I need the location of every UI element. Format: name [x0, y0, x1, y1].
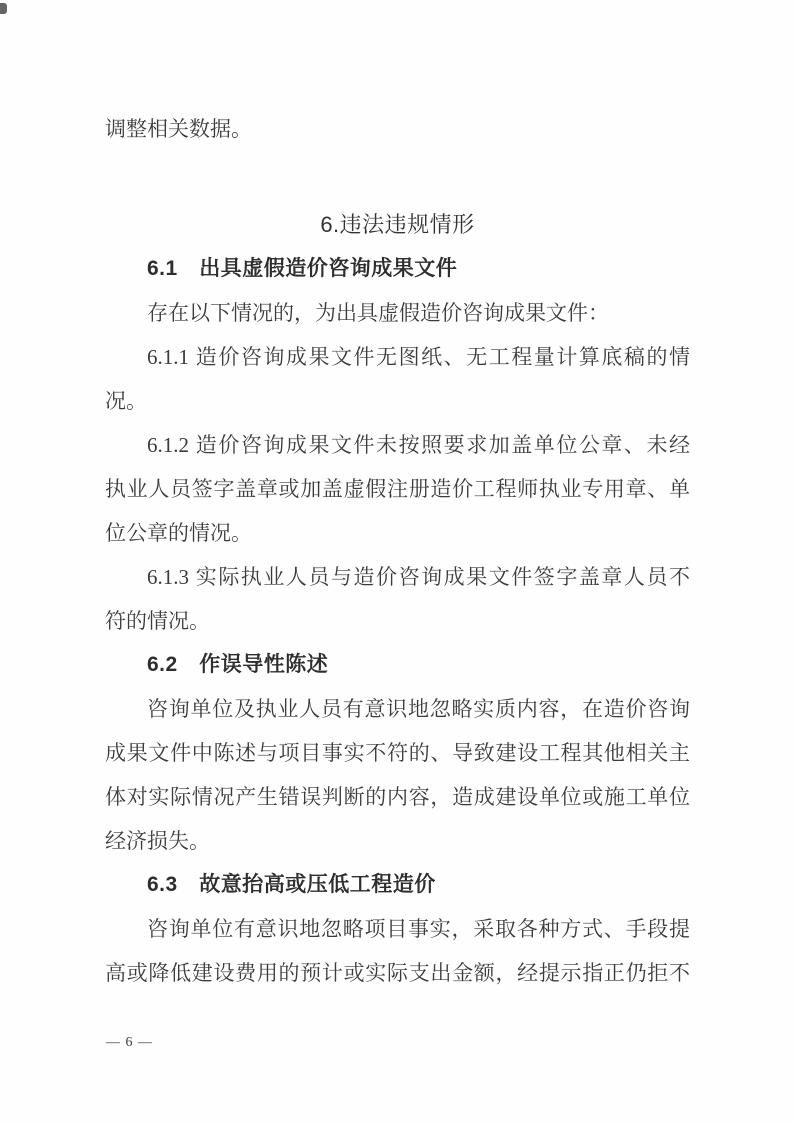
para-6-2-line-4: 经济损失。 — [105, 829, 210, 853]
scan-artifact — [0, 3, 7, 14]
paragraph-continuation-line: 调整相关数据。 — [105, 117, 252, 141]
para-6-1-2-line-1: 6.1.2 造价咨询成果文件未按照要求加盖单位公章、未经 — [147, 433, 690, 457]
document-body — [105, 107, 690, 995]
page-number: — 6 — — [106, 1035, 153, 1050]
para-6-1-2-line-2: 执业人员签字盖章或加盖虚假注册造价工程师执业专用章、单 — [105, 477, 690, 501]
section-heading-6-2: 6.2 作误导性陈述 — [147, 653, 329, 676]
para-6-2-line-1: 咨询单位及执业人员有意识地忽略实质内容，在造价咨询 — [147, 697, 690, 721]
para-6-1-3-line-2: 符的情况。 — [105, 609, 210, 633]
para-6-3-line-1: 咨询单位有意识地忽略项目事实，采取各种方式、手段提 — [147, 917, 690, 941]
para-6-1-1-line-1: 6.1.1 造价咨询成果文件无图纸、无工程量计算底稿的情 — [147, 345, 690, 369]
para-6-2-line-2: 成果文件中陈述与项目事实不符的、导致建设工程其他相关主 — [105, 741, 690, 765]
para-6-3-line-2: 高或降低建设费用的预计或实际支出金额，经提示指正仍拒不 — [105, 961, 690, 985]
para-6-1-1-line-2: 况。 — [105, 389, 147, 413]
section-heading-6-1: 6.1 出具虚假造价咨询成果文件 — [147, 257, 458, 280]
para-6-1-2-line-3: 位公章的情况。 — [105, 521, 252, 545]
section-heading-6-3: 6.3 故意抬高或压低工程造价 — [147, 873, 436, 896]
para-6-1-3-line-1: 6.1.3 实际执业人员与造价咨询成果文件签字盖章人员不 — [147, 565, 690, 589]
para-6-2-line-3: 体对实际情况产生错误判断的内容，造成建设单位或施工单位 — [105, 785, 690, 809]
para-6-1-intro-line: 存在以下情况的，为出具虚假造价咨询成果文件： — [147, 301, 609, 325]
chapter-heading: 6.违法违规情形 — [320, 212, 475, 237]
